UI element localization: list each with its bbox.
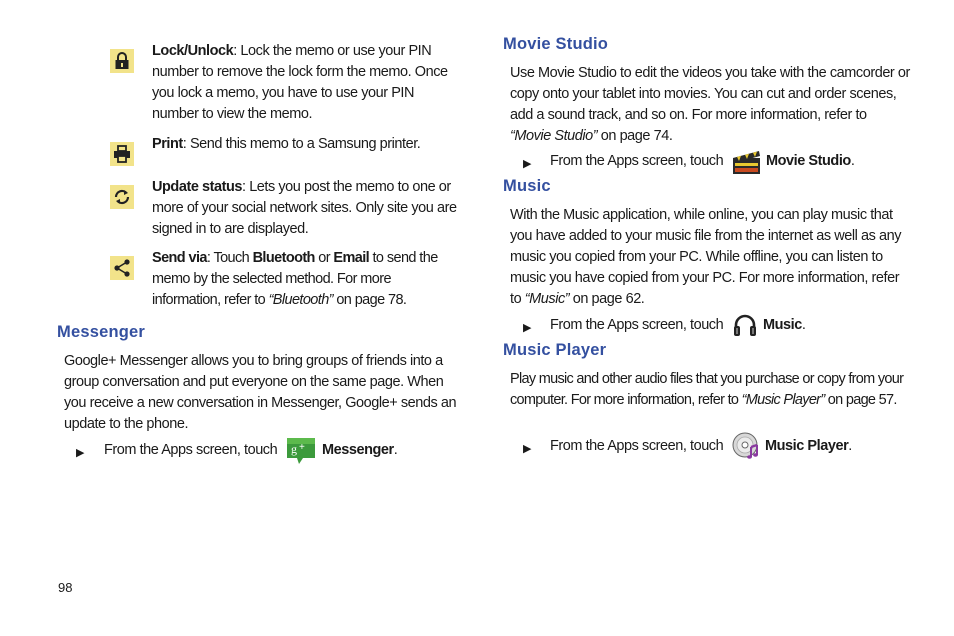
music-player-bullet: ▶ bbox=[523, 443, 532, 455]
music-player-page: on page 57. bbox=[824, 392, 897, 408]
send-via-description bbox=[152, 248, 460, 311]
send-via-page: on page 78. bbox=[332, 292, 407, 308]
movie-studio-step bbox=[550, 151, 723, 172]
music-player-heading: Music Player bbox=[503, 341, 607, 359]
music-bullet: ▶ bbox=[523, 322, 532, 334]
movie-studio-body bbox=[510, 63, 910, 147]
music-player-body bbox=[510, 369, 905, 411]
movie-studio-step-prefix: From the Apps screen, touch bbox=[550, 153, 724, 169]
music-text: With the Music application, while online, you can play music that you have added to your music file from the internet as well as any music you copied from your PC. While offline, you can listen to music you have copied from your PC. For more information, refer to bbox=[510, 207, 902, 307]
send-via-term: Send via bbox=[152, 250, 207, 266]
lock-icon bbox=[110, 49, 134, 73]
lock-term: Lock/Unlock bbox=[152, 43, 234, 59]
movie-studio-app-name: Movie Studio bbox=[766, 153, 851, 169]
email-term: Email bbox=[333, 250, 370, 266]
music-link[interactable]: “Music” bbox=[524, 291, 570, 307]
printer-icon bbox=[110, 142, 134, 166]
lock-text: : Lock the memo or use your PIN number to remove the lock form the memo. Once you lock a memo, you have to use your PIN number to view the memo. bbox=[152, 43, 448, 122]
messenger-step bbox=[104, 440, 277, 461]
music-player-app-name: Music Player bbox=[765, 438, 849, 454]
messenger-app-label bbox=[322, 440, 397, 461]
movie-studio-app-label bbox=[766, 151, 854, 172]
print-description bbox=[152, 134, 460, 155]
music-heading: Music bbox=[503, 177, 551, 195]
update-status-description bbox=[152, 177, 460, 240]
music-player-app-label bbox=[765, 436, 852, 457]
lock-description bbox=[152, 41, 460, 125]
movie-studio-step-end: . bbox=[850, 153, 855, 169]
messenger-body: Google+ Messenger allows you to bring groups of friends into a group conversation and put everyone on the same page. When you receive a new conversation in Messenger, Google+ sends an update to the phone. bbox=[64, 353, 457, 432]
music-step bbox=[550, 315, 723, 336]
music-player-step bbox=[550, 436, 723, 457]
print-term: Print bbox=[152, 136, 183, 152]
movie-studio-bullet: ▶ bbox=[523, 158, 532, 170]
music-player-step-prefix: From the Apps screen, touch bbox=[550, 438, 724, 454]
music-app-name: Music bbox=[763, 317, 802, 333]
movie-studio-icon bbox=[732, 149, 761, 179]
music-page: on page 62. bbox=[569, 291, 645, 307]
music-player-link[interactable]: “Music Player” bbox=[741, 392, 825, 408]
music-step-prefix: From the Apps screen, touch bbox=[550, 317, 724, 333]
refresh-icon bbox=[110, 185, 134, 209]
bluetooth-link[interactable]: “Bluetooth” bbox=[268, 292, 333, 308]
messenger-bullet: ▶ bbox=[76, 447, 85, 459]
send-via-or: or bbox=[314, 250, 334, 266]
music-player-text: Play music and other audio files that you purchase or copy from your computer. For more information, refer to bbox=[510, 371, 904, 408]
send-via-text2: to send the memo by the selected method. For more information, refer to bbox=[152, 250, 438, 308]
movie-studio-page: on page 74. bbox=[597, 128, 673, 144]
bluetooth-term: Bluetooth bbox=[252, 250, 315, 266]
update-text: : Lets you post the memo to one or more of your social network sites. Only site you are signed in to are displayed. bbox=[152, 179, 457, 237]
music-app-label bbox=[763, 315, 805, 336]
movie-studio-text: Use Movie Studio to edit the videos you take with the camcorder or copy onto your tablet into movies. You can cut and order scenes, add a sound track, and so on. For more information, refer to bbox=[510, 65, 910, 123]
messenger-app-name: Messenger bbox=[322, 442, 394, 458]
page-number: 98 bbox=[58, 580, 73, 595]
music-player-cd-icon bbox=[732, 432, 761, 465]
print-text: : Send this memo to a Samsung printer. bbox=[182, 136, 421, 152]
google-plus-messenger-icon bbox=[285, 436, 317, 470]
messenger-heading: Messenger bbox=[57, 323, 146, 341]
music-step-end: . bbox=[801, 317, 806, 333]
svg-text:g: g bbox=[291, 442, 297, 456]
movie-studio-link[interactable]: “Movie Studio” bbox=[510, 128, 598, 144]
movie-studio-heading: Movie Studio bbox=[503, 35, 609, 53]
update-term: Update status bbox=[152, 179, 243, 195]
messenger-step-end: . bbox=[393, 442, 398, 458]
music-player-step-end: . bbox=[848, 438, 852, 454]
share-icon bbox=[110, 256, 134, 280]
send-via-text1: : Touch bbox=[206, 250, 253, 266]
messenger-step-prefix: From the Apps screen, touch bbox=[104, 442, 278, 458]
svg-text:+: + bbox=[299, 442, 305, 453]
headphones-icon bbox=[732, 312, 758, 342]
music-body bbox=[510, 205, 910, 310]
